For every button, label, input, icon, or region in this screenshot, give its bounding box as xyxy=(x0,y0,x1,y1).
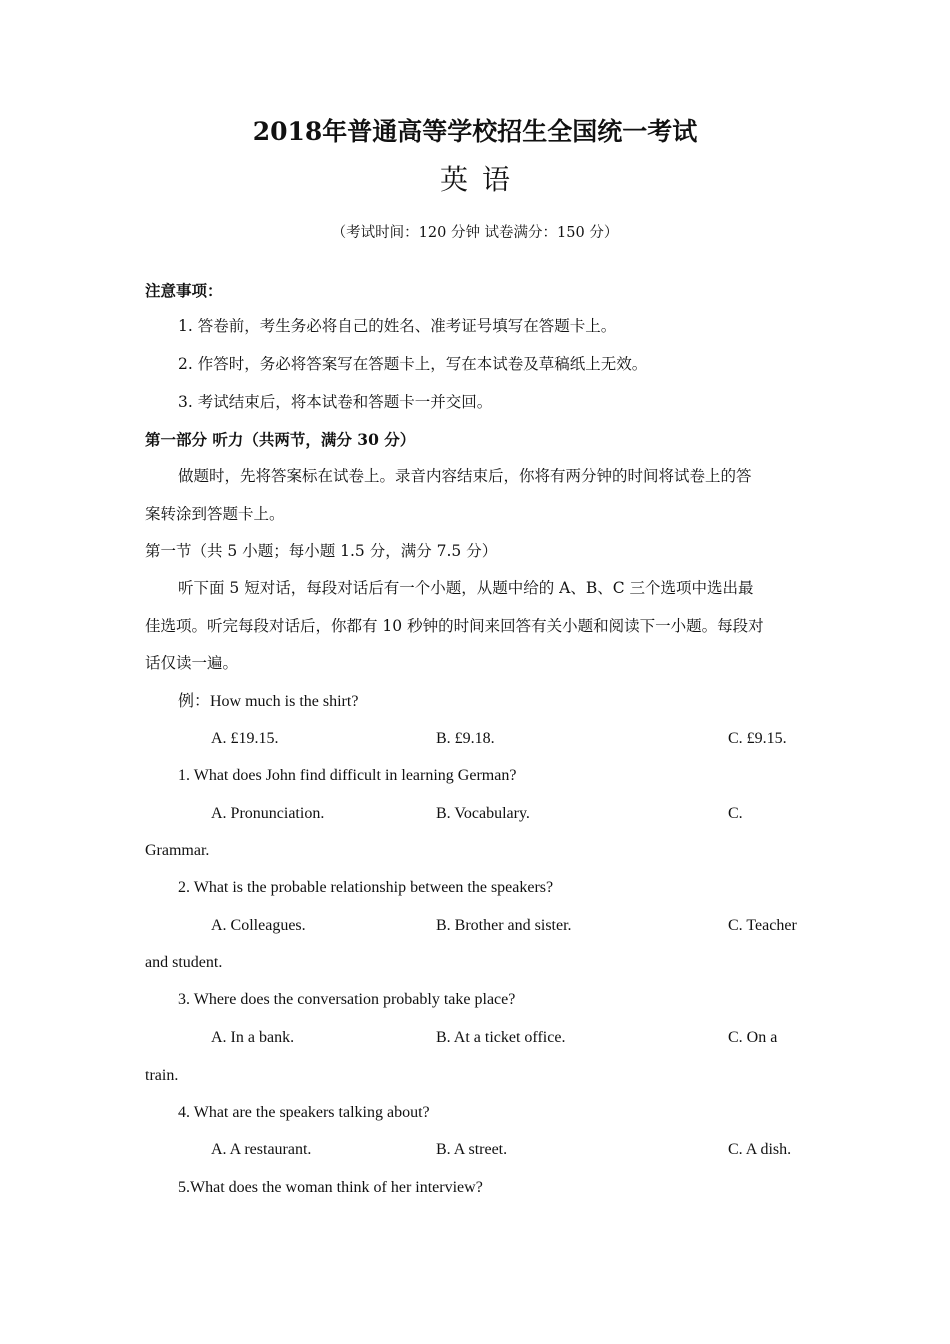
example-option-a: A. £19.15. xyxy=(211,730,279,747)
notice-heading: 注意事项： xyxy=(145,281,223,300)
question-2-option-a: A. Colleagues. xyxy=(211,917,306,934)
notice-item-1: 1. 答卷前，考生务必将自己的姓名、准考证号填写在答题卡上。 xyxy=(178,317,617,335)
question-3-option-c-wrap: train. xyxy=(145,1067,179,1084)
question-2-option-c-wrap: and student. xyxy=(145,954,223,971)
notice-item-2: 2. 作答时，务必将答案写在答题卡上，写在本试卷及草稿纸上无效。 xyxy=(178,355,648,373)
part1-instruction-line2: 案转涂到答题卡上。 xyxy=(145,505,285,523)
question-2-option-b: B. Brother and sister. xyxy=(436,917,572,934)
section1-directions-line3: 话仅读一遍。 xyxy=(145,654,239,672)
question-4-option-c: C. A dish. xyxy=(728,1141,792,1158)
question-3-option-b: B. At a ticket office. xyxy=(436,1029,566,1046)
example-option-b: B. £9.18. xyxy=(436,730,495,747)
question-1-option-c: C. xyxy=(728,805,743,822)
part1-instruction-line1: 做题时，先将答案标在试卷上。录音内容结束后，你将有两分钟的时间将试卷上的答 xyxy=(178,467,752,485)
question-3: 3. Where does the conversation probably take place? xyxy=(178,991,516,1008)
section1-heading: 第一节（共 5 小题；每小题 1.5 分，满分 7.5 分） xyxy=(145,542,498,560)
question-3-option-a: A. In a bank. xyxy=(211,1029,295,1046)
section1-directions-line1: 听下面 5 短对话，每段对话后有一个小题，从题中给的 A、B、C 三个选项中选出最 xyxy=(178,579,754,597)
exam-time-info: （考试时间：120 分钟 试卷满分：150 分） xyxy=(331,225,619,241)
question-3-option-c: C. On a xyxy=(728,1029,778,1046)
question-5: 5.What does the woman think of her interview? xyxy=(178,1179,483,1196)
question-4-option-b: B. A street. xyxy=(436,1141,508,1158)
question-1-option-c-wrap: Grammar. xyxy=(145,842,210,859)
question-4-option-a: A. A restaurant. xyxy=(211,1141,312,1158)
question-2-option-c: C. Teacher xyxy=(728,917,797,934)
question-1: 1. What does John find difficult in learning German? xyxy=(178,767,517,784)
exam-title: 2018年普通高等学校招生全国统一考试 xyxy=(252,117,698,146)
example-question: 例：How much is the shirt? xyxy=(178,693,359,710)
part1-heading: 第一部分 听力（共两节，满分 30 分） xyxy=(145,430,416,449)
question-2: 2. What is the probable relationship between the speakers? xyxy=(178,879,554,896)
question-1-option-a: A. Pronunciation. xyxy=(211,805,325,822)
question-4: 4. What are the speakers talking about? xyxy=(178,1104,430,1121)
section1-directions-line2: 佳选项。听完每段对话后，你都有 10 秒钟的时间来回答有关小题和阅读下一小题。每段对 xyxy=(145,617,764,635)
question-1-option-b: B. Vocabulary. xyxy=(436,805,530,822)
example-option-c: C. £9.15. xyxy=(728,730,787,747)
notice-item-3: 3. 考试结束后，将本试卷和答题卡一并交回。 xyxy=(178,393,493,411)
subject-title: 英语 xyxy=(439,163,524,196)
